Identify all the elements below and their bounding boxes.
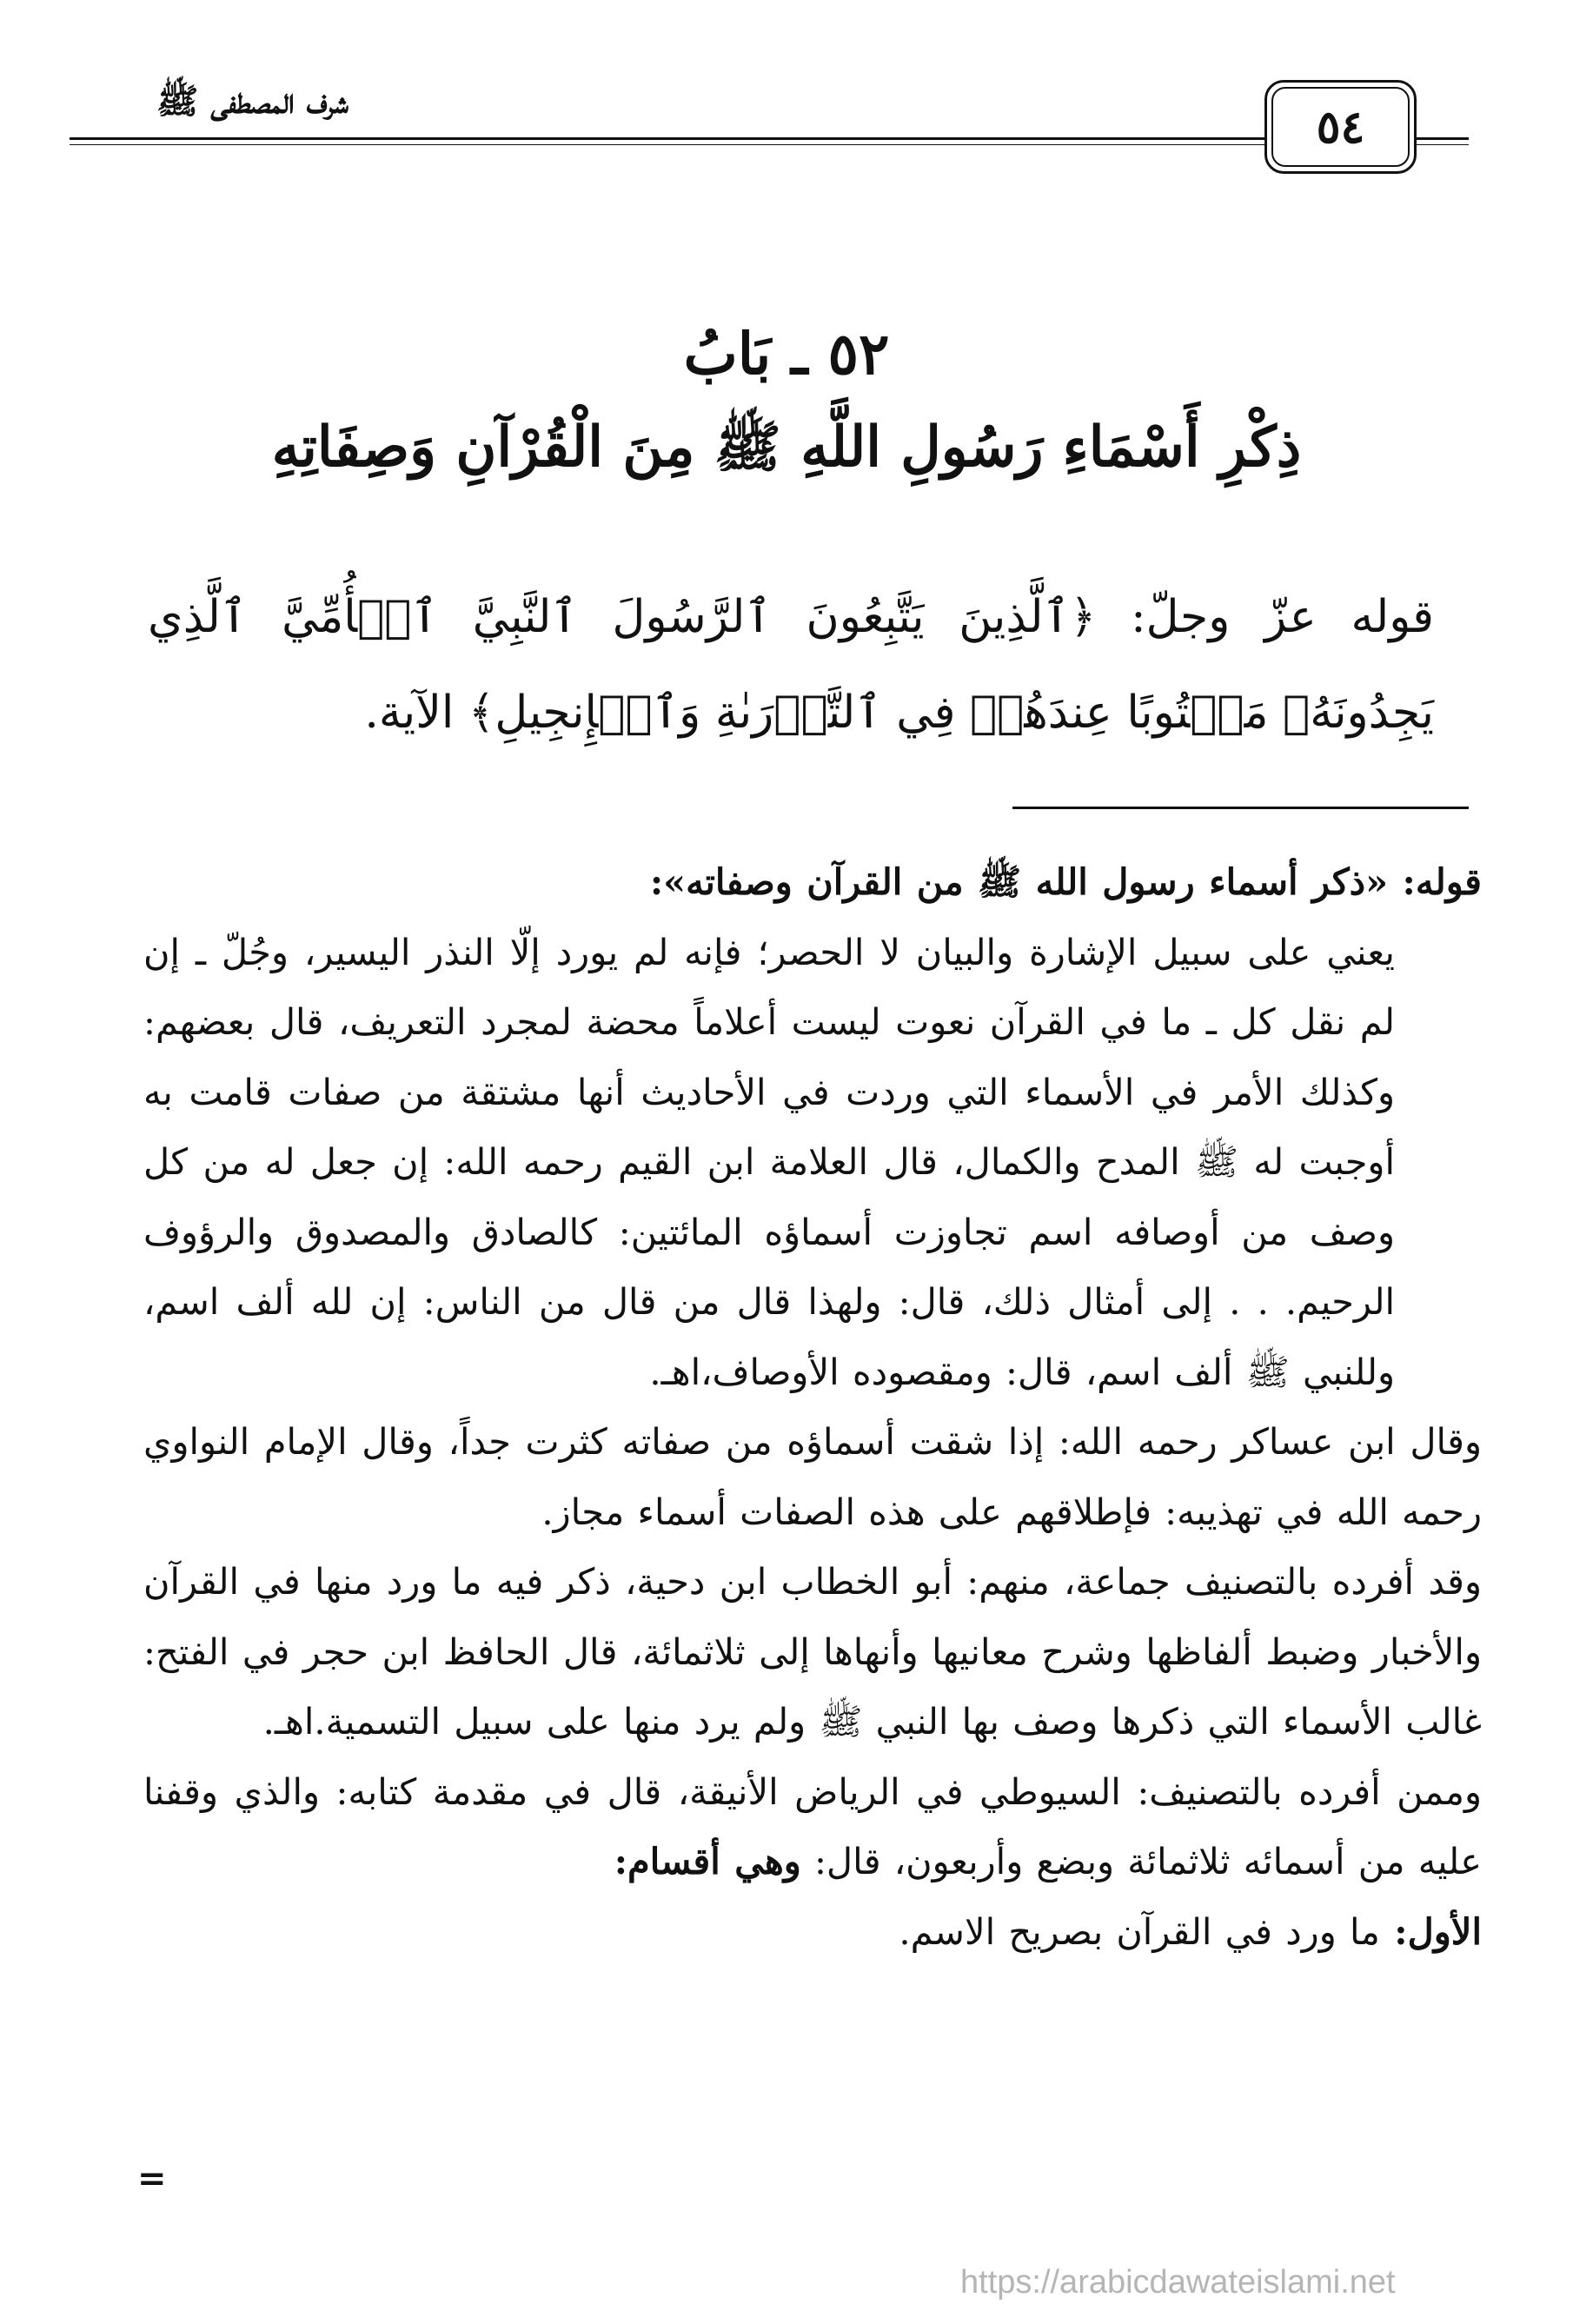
continuation-mark: = xyxy=(137,2158,167,2199)
chapter-number: ٥٢ ـ بَابُ xyxy=(683,320,890,388)
header-rule xyxy=(70,137,1325,140)
footnote-separator xyxy=(1012,807,1469,809)
lead-text: «ذكر أسماء رسول الله ﷺ من القرآن وصفاته»: xyxy=(649,860,1389,903)
commentary-body xyxy=(143,847,1482,1967)
paragraph-5-text: ما ورد في القرآن بصريح الاسم. xyxy=(899,1909,1380,1953)
paragraph-1: يعني على سبيل الإشارة والبيان لا الحصر؛ فإنه لم يورد إلّا النذر اليسير، وجُلّ ـ إن لم نقل كل ـ ما في القرآن نعوت ليست أعلاماً محضة لمجرد التعريف، قال بعضهم: وكذلك الأمر في الأسماء التي وردت في الأحاديث أنها مشتقة من صفات قامت به أوجبت له ﷺ المدح والكمال، قال العلامة ابن القيم رحمه الله: إن جعل له من كل وصف من أوصافه اسم تجاوزت أسماؤه المائتين: كالصادق والمصدوق والرؤوف الرحيم. . . إلى أمثال ذلك، قال: ولهذا قال من قال من الناس: إن لله ألف اسم، وللنبي ﷺ ألف اسم، قال: ومقصوده الأوصاف،اهـ. xyxy=(143,930,1395,1393)
paragraph-4-bold: وهي أقسام: xyxy=(614,1840,801,1882)
paragraph-3: وقد أفرده بالتصنيف جماعة، منهم: أبو الخطاب ابن دحية، ذكر فيه ما ورد منها في القرآن والأخبار وضبط ألفاظها وشرح معانيها وأنهاها إلى ثلاثمائة، قال الحافظ ابن حجر في الفتح: غالب الأسماء التي ذكرها وصف بها النبي ﷺ ولم يرد منها على سبيل التسمية.اهـ. xyxy=(143,1560,1482,1743)
commentary-lead xyxy=(143,847,1482,918)
paragraph-4 xyxy=(143,1757,1482,1897)
lead-label: قوله: xyxy=(1388,860,1482,903)
quran-verse: قوله عزّ وجلّ: ﴿ٱلَّذِينَ يَتَّبِعُونَ ٱلرَّسُولَ ٱلنَّبِيَّ ٱلۡأُمِّيَّ ٱلَّذِي يَجِدُونَهُۥ مَكۡتُوبًا عِندَهُمۡ فِي ٱلتَّوۡرَىٰةِ وَٱلۡإِنجِيلِ﴾ الآية. xyxy=(148,591,1434,739)
paragraph-5 xyxy=(143,1897,1482,1968)
chapter-title: ذِكْرِ أَسْمَاءِ رَسُولِ اللَّهِ ﷺ مِنَ الْقُرْآنِ وَصِفَاتِهِ xyxy=(271,415,1302,480)
header-rule-right-thin xyxy=(1417,144,1469,145)
paragraph-4-text: وممن أفرده بالتصنيف: السيوطي في الرياض الأنيقة، قال في مقدمة كتابه: والذي وقفنا عليه من أسمائه ثلاثمائة وبضع وأربعون، قال: xyxy=(143,1770,1482,1882)
running-header-title: شرف المصطفى ﷺ xyxy=(156,81,348,122)
paragraph-5-label: الأول: xyxy=(1379,1909,1482,1953)
header-rule-thin xyxy=(70,144,1325,145)
page-number: ٥٤ xyxy=(1271,87,1410,167)
paragraph-2: وقال ابن عساكر رحمه الله: إذا شقت أسماؤه من صفاته كثرت جداً، وقال الإمام النواوي رحمه الله في تهذيبه: فإطلاقهم على هذه الصفات أسماء مجاز. xyxy=(143,1420,1482,1533)
page-number-frame xyxy=(1264,80,1417,174)
header-rule-right xyxy=(1417,137,1469,140)
watermark-url: https://arabicdawateislami.net xyxy=(960,2264,1396,2301)
